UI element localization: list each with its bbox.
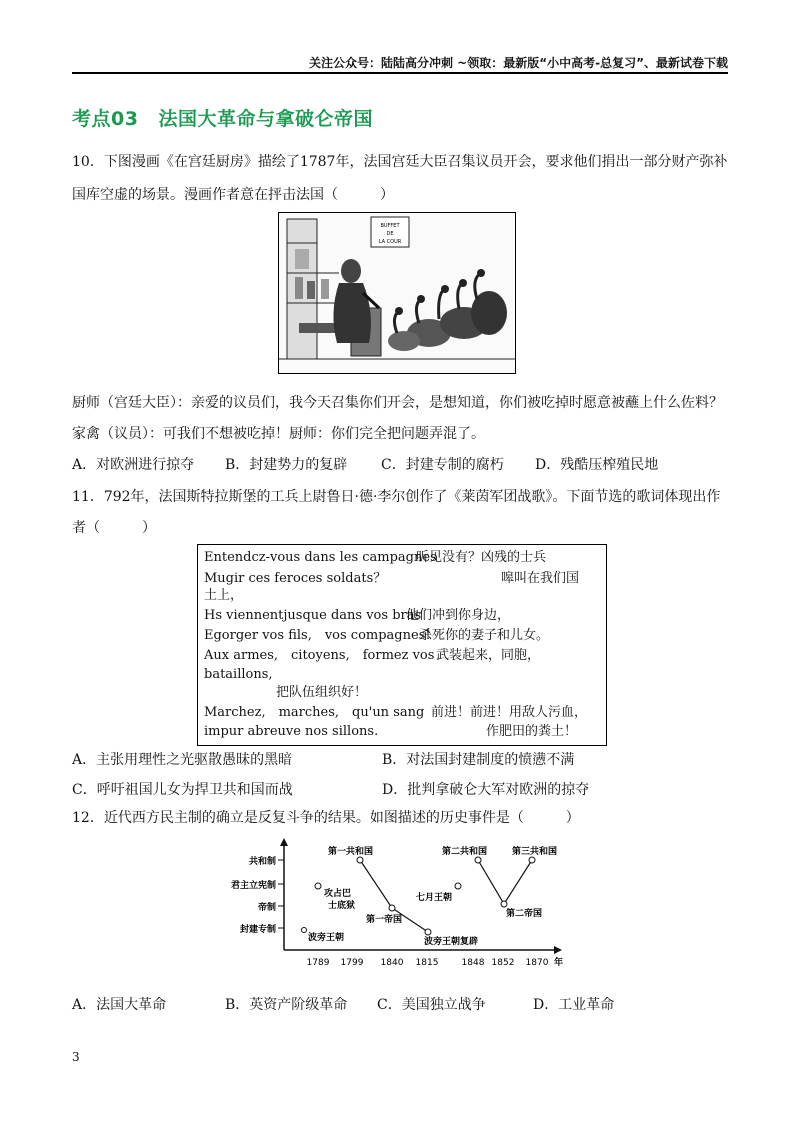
q12-options (72, 995, 614, 1015)
lyric-zh-1: 听见没有？凶残的士兵 (416, 550, 547, 565)
section-title (72, 104, 373, 131)
level-republic: 共和制 (248, 857, 276, 867)
lyric-zh-6: 武装起来，同胞， (436, 648, 541, 663)
q10-option-c[interactable]: C．封建专制的腐朽 (381, 457, 504, 473)
page-header: 关注公众号：陆陆高分冲刺 ~领取：最新版“小中高考-总复习”、最新试卷下载 (309, 56, 728, 70)
label-storm-bastille-2: 士底狱 (328, 901, 356, 911)
label-first-empire: 第一帝国 (366, 915, 403, 925)
q10-option-a[interactable]: A．对欧洲进行掠夺 (72, 457, 195, 473)
svg-text:DE: DE (386, 231, 394, 237)
year-1815: 1815 (415, 958, 439, 968)
q10-options (72, 455, 658, 475)
lyric-fr-9: Marchez, marches, qu'un sang (204, 705, 425, 720)
q11-lyrics-box (197, 544, 607, 746)
line-second-republic-to-third (478, 860, 532, 904)
year-1799: 1799 (340, 958, 364, 968)
q11-option-a[interactable]: A．主张用理性之光驱散愚昧的黑暗 (72, 752, 293, 768)
section-code: 考点03 (72, 108, 139, 130)
year-1789: 1789 (306, 958, 330, 968)
q10-option-b[interactable]: B．封建势力的复辟 (225, 457, 348, 473)
page-number: 3 (72, 1050, 80, 1064)
q10-caption-line1: 厨师（宫廷大臣）：亲爱的议员们，我今天召集你们开会，是想知道，你们被吃掉时愿意被蘸上什么佐料？ (72, 395, 723, 411)
label-july-monarchy: 七月王朝 (416, 893, 453, 903)
svg-text:LA COUR: LA COUR (378, 239, 402, 245)
label-bourbon: 波旁王朝 (308, 933, 345, 943)
q11-option-c[interactable]: C．呼吁祖国儿女为捍卫共和国而战 (72, 782, 293, 798)
q10-option-d[interactable]: D．残酷压榨殖民地 (535, 457, 659, 473)
q11-stem-line2: 者（ ） (72, 520, 156, 536)
level-empire: 帝制 (257, 903, 276, 913)
q11-option-d[interactable]: D．批判拿破仑大军对欧洲的掠夺 (382, 782, 590, 798)
q10-cartoon-image (278, 212, 516, 374)
lyric-fr-6: Aux armes, citoyens, formez vos (204, 648, 435, 663)
label-bourbon-restoration: 波旁王朝复辟 (424, 937, 479, 947)
lyric-zh-3: 土上， (204, 588, 244, 603)
q12-option-b[interactable]: B．英资产阶级革命 (225, 997, 348, 1013)
q10-caption-line2: 家禽（议员）：可我们不想被吃掉！厨师：你们完全把问题弄混了。 (72, 426, 485, 442)
level-absolutism: 封建专制 (239, 925, 276, 935)
year-1852: 1852 (491, 958, 515, 968)
header-divider (72, 72, 728, 74)
timeline-svg (220, 838, 590, 970)
label-third-republic: 第三共和国 (512, 847, 558, 857)
year-1848: 1848 (461, 958, 485, 968)
q12-option-d[interactable]: D．工业革命 (533, 997, 615, 1013)
lyric-zh-5: 杀死你的妻子和儿女。 (419, 628, 550, 643)
cartoon-sign-text: BUFFET (380, 223, 400, 229)
q12-stem: 12．近代西方民主制的确立是反复斗争的结果。如图描述的历史事件是（ ） (72, 810, 580, 826)
q10-stem-line2: 国库空虚的场景。漫画作者意在抨击法国（ ） (72, 187, 394, 203)
q10-stem-line1: 10．下图漫画《在宫廷厨房》描绘了1787年，法国宫廷大臣召集议员开会，要求他们捐出一部分财产弥补 (72, 154, 728, 170)
q11-options-row2 (72, 780, 589, 800)
lyric-fr-2: Mugir ces feroces soldats？ (204, 571, 387, 586)
label-second-empire: 第二帝国 (506, 909, 543, 919)
q12-timeline-diagram (220, 838, 590, 970)
lyric-zh-9: 前进！前进！用敌人污血， (431, 705, 588, 720)
lyric-zh-4: 他们冲到你身边， (406, 608, 511, 623)
label-first-republic: 第一共和国 (328, 847, 374, 857)
year-unit: 年 (554, 958, 564, 968)
lyric-fr-10: impur abreuve nos sillons. (204, 724, 379, 739)
q12-option-a[interactable]: A．法国大革命 (72, 997, 167, 1013)
q11-option-b[interactable]: B．对法国封建制度的愤懑不满 (382, 752, 575, 768)
year-1870: 1870 (525, 958, 549, 968)
q11-options-row1 (72, 750, 574, 770)
lyric-fr-7: bataillons, (204, 667, 273, 682)
cartoon-drawing (279, 213, 515, 373)
section-name: 法国大革命与拿破仑帝国 (158, 108, 373, 130)
level-constitutional-monarchy: 君主立宪制 (230, 881, 276, 891)
lyric-fr-1: Entendcz-vous dans les campagnes (204, 550, 437, 565)
lyric-zh-8: 把队伍组织好！ (276, 685, 368, 700)
lyric-zh-10: 作肥田的粪土！ (486, 724, 578, 739)
q12-option-c[interactable]: C．美国独立战争 (377, 997, 486, 1013)
q11-stem-line1: 11．792年，法国斯特拉斯堡的工兵上尉鲁日·德·李尔创作了《莱茵军团战歌》。下面节选的歌词体现出作 (72, 489, 721, 505)
year-1840: 1840 (380, 958, 404, 968)
lyric-fr-5: Egorger vos fils, vos compagnes! (204, 628, 431, 643)
label-storm-bastille-1: 攻占巴 (324, 889, 352, 899)
lyric-zh-2: 嗥叫在我们国 (501, 571, 580, 586)
lyric-fr-4: Hs viennentjusque dans vos bras (204, 608, 422, 623)
label-second-republic: 第二共和国 (442, 847, 488, 857)
